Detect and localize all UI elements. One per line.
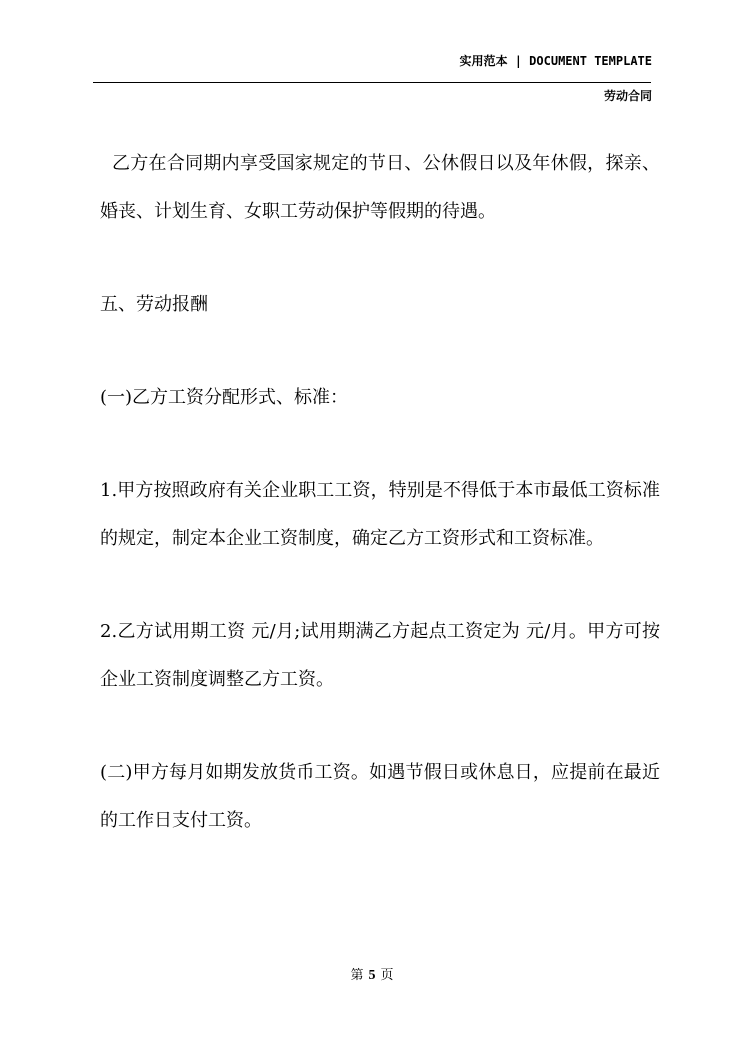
paragraph-leave-benefits: 乙方在合同期内享受国家规定的节日、公休假日以及年休假，探亲、婚丧、计划生育、女职工劳动保护等假期的待遇。	[100, 153, 660, 222]
paragraph-gap	[100, 236, 660, 281]
paragraph-wage-payment: (二)甲方每月如期发放货币工资。如遇节假日或休息日，应提前在最近的工作日支付工资。	[100, 762, 660, 831]
page-footer	[0, 964, 744, 984]
footer-suffix: 页	[380, 968, 394, 983]
footer-prefix: 第	[350, 968, 364, 983]
paragraph-gap	[100, 329, 660, 374]
header-title: 实用范本 | DOCUMENT TEMPLATE	[459, 54, 652, 68]
paragraph-wage-standard: 1.甲方按照政府有关企业职工工资，特别是不得低于本市最低工资标准的规定，制定本企业工资制度，确定乙方工资形式和工资标准。	[100, 480, 660, 549]
paragraph-gap	[100, 422, 660, 467]
header-subtitle: 劳动合同	[603, 89, 652, 103]
document-body	[100, 140, 660, 845]
subsection-heading-wage-form: (一)乙方工资分配形式、标准：	[100, 387, 349, 408]
paragraph-probation-wage: 2.乙方试用期工资 元/月;试用期满乙方起点工资定为 元/月。甲方可按企业工资制度调整乙方工资。	[100, 621, 660, 690]
section-heading-remuneration: 五、劳动报酬	[100, 294, 208, 315]
header-divider	[93, 82, 651, 83]
paragraph-gap	[100, 563, 660, 608]
page-number: 5	[368, 968, 376, 983]
paragraph-gap	[100, 704, 660, 749]
